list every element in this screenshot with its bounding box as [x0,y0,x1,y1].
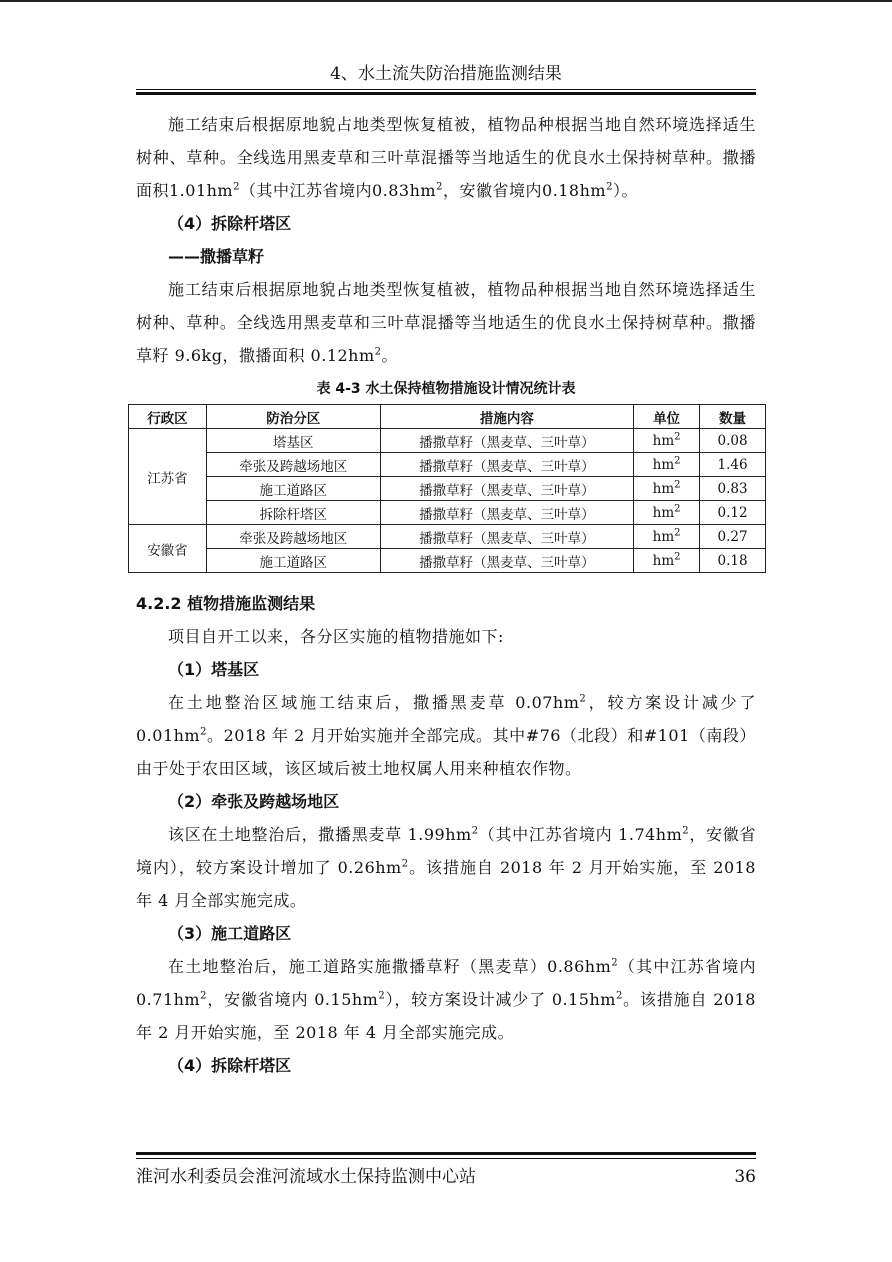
top-border-rule [0,0,892,2]
quantity-cell: 1.46 [700,453,766,477]
quantity-cell: 0.83 [700,477,766,501]
table-row [129,549,766,573]
table-header-cell: 数量 [700,405,766,429]
measure-cell: 播撒草籽（黑麦草、三叶草） [380,525,634,549]
unit-cell: $hm^2$ [634,549,700,573]
zone-cell: 牵张及跨越场地区 [206,453,380,477]
page-header-title: 4、水土流失防治措施监测结果 [330,64,562,84]
table-row [129,477,766,501]
header-rule-thick [136,92,756,95]
paragraph-tower-base-result: 在土地整治区域施工结束后，撒播黑麦草 $0.07hm^2$，较方案设计减少了$0.01hm^2$。2018 年 2 月开始实施并全部完成。其中#76（北段）和#101（南段）由于处于农田区域，该区域后被土地权属人用来种植农作物。 [136,693,756,778]
table-header-cell: 行政区 [129,405,207,429]
zone-cell: 牵张及跨越场地区 [206,525,380,549]
quantity-cell: 0.08 [700,429,766,453]
quantity-cell: 0.27 [700,525,766,549]
zone-cell: 施工道路区 [206,477,380,501]
region-cell: 安徽省 [129,525,207,573]
heading-tower-removal-area: （4）拆除杆塔区 [168,214,292,233]
paragraph-construction-road-result: 在土地整治后，施工道路实施撒播草籽（黑麦草）$0.86hm^2$（其中江苏省境内 $0.71hm^2$，安徽省境内 $0.15hm^2$），较方案设计减少了 $0.15hm^2$。该措施自 2018 年 2 月开始实施，至 2018 年 4 月全部实施完成。 [136,957,756,1042]
table-header-cell: 措施内容 [380,405,634,429]
paragraph-intro: 项目自开工以来，各分区实施的植物措施如下: [168,627,504,646]
header-rule-thin [136,89,756,90]
zone-cell: 拆除杆塔区 [206,501,380,525]
unit-cell: $hm^2$ [634,477,700,501]
table-caption: 表 4-3 水土保持植物措施设计情况统计表 [316,381,576,397]
page-number: 36 [734,1167,756,1187]
region-cell: 江苏省 [129,429,207,525]
quantity-cell: 0.12 [700,501,766,525]
heading-tower-base-area: （1）塔基区 [168,660,260,679]
section-heading-4-2-2: 4.2.2 植物措施监测结果 [136,594,316,613]
unit-cell: $hm^2$ [634,453,700,477]
heading-tension-crossing-area: （2）牵张及跨越场地区 [168,792,340,811]
table-row [129,429,766,453]
unit-cell: $hm^2$ [634,525,700,549]
unit-cell: $hm^2$ [634,501,700,525]
footer-rule-thick [136,1152,756,1155]
measure-cell: 播撒草籽（黑麦草、三叶草） [380,501,634,525]
unit-cell: $hm^2$ [634,429,700,453]
heading-tower-removal-area-result: （4）拆除杆塔区 [168,1056,292,1075]
subheading-grass-seeding: ——撒播草籽 [168,247,265,266]
page-body [136,108,756,1082]
table-header-cell: 单位 [634,405,700,429]
paragraph-revegetation: 施工结束后根据原地貌占地类型恢复植被，植物品种根据当地自然环境选择适生树种、草种。全线选用黑麦草和三叶草混播等当地适生的优良水土保持树草种。撒播面积$1.01hm^2$（其中江苏省境内$0.83hm^2$，安徽省境内$0.18hm^2$）。 [136,115,756,200]
table-row [129,501,766,525]
table-row [129,525,766,549]
footer-rule-thin [136,1158,756,1159]
table-row [129,453,766,477]
table-header-row [129,405,766,429]
measure-cell: 播撒草籽（黑麦草、三叶草） [380,429,634,453]
measure-cell: 播撒草籽（黑麦草、三叶草） [380,549,634,573]
spacer [136,573,756,587]
table-header-cell: 防治分区 [206,405,380,429]
paragraph-tower-removal-seeding: 施工结束后根据原地貌占地类型恢复植被，植物品种根据当地自然环境选择适生树种、草种。全线选用黑麦草和三叶草混播等当地适生的优良水土保持树草种。撒播草籽 9.6kg，撒播面积 $0.12hm^2$。 [136,280,756,365]
quantity-cell: 0.18 [700,549,766,573]
zone-cell: 塔基区 [206,429,380,453]
measure-cell: 播撒草籽（黑麦草、三叶草） [380,477,634,501]
footer-organization: 淮河水利委员会淮河流域水土保持监测中心站 [136,1167,476,1187]
plant-measures-table [128,404,766,573]
heading-construction-road-area: （3）施工道路区 [168,924,292,943]
measure-cell: 播撒草籽（黑麦草、三叶草） [380,453,634,477]
zone-cell: 施工道路区 [206,549,380,573]
paragraph-tension-crossing-result: 该区在土地整治后，撒播黑麦草 $1.99hm^2$（其中江苏省境内 $1.74hm^2$，安徽省境内），较方案设计增加了 $0.26hm^2$。该措施自 2018 年 2 月开始实施，至 2018 年 4 月全部实施完成。 [136,825,756,910]
